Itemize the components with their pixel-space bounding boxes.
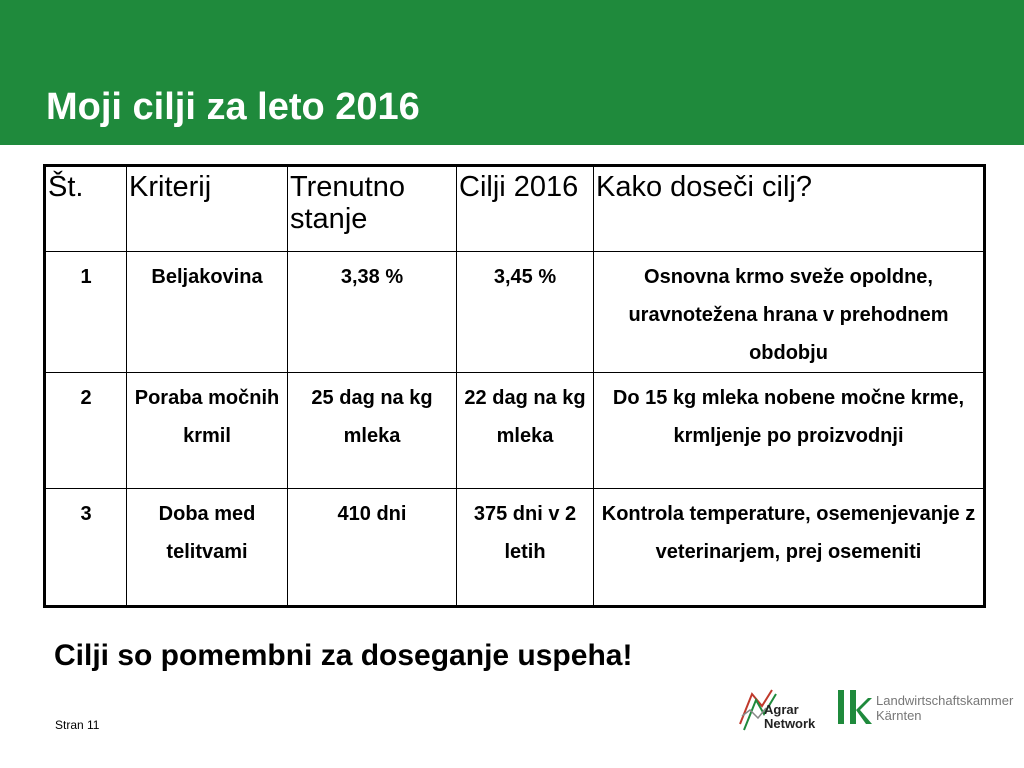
agrar-network-logo	[738, 686, 822, 738]
footer-message: Cilji so pomembni za doseganje uspeha!	[54, 639, 633, 672]
table-row	[45, 373, 985, 489]
slide-title: Moji cilji za leto 2016	[46, 86, 420, 128]
agrar-line2: Network	[764, 716, 816, 731]
lk-line2: Kärnten	[876, 708, 922, 723]
header-target: Cilji 2016	[457, 166, 594, 252]
row-how: Do 15 kg mleka nobene močne krme, krmljenje po proizvodnji	[594, 373, 985, 489]
row-how: Kontrola temperature, osemenjevanje z veterinarjem, prej osemeniti	[594, 489, 985, 607]
row-current: 410 dni	[288, 489, 457, 607]
table-row	[45, 489, 985, 607]
row-criterion: Poraba močnih krmil	[127, 373, 288, 489]
goals-table	[43, 164, 986, 608]
row-criterion: Doba med telitvami	[127, 489, 288, 607]
row-target: 375 dni v 2 letih	[457, 489, 594, 607]
lk-text	[876, 693, 1013, 723]
row-number: 1	[45, 252, 127, 373]
header-current: Trenutno stanje	[288, 166, 457, 252]
lk-mark-icon	[836, 688, 872, 726]
row-target: 3,45 %	[457, 252, 594, 373]
row-current: 3,38 %	[288, 252, 457, 373]
table-row	[45, 252, 985, 373]
header-criterion: Kriterij	[127, 166, 288, 252]
lk-logo	[836, 688, 1014, 728]
row-number: 2	[45, 373, 127, 489]
row-current: 25 dag na kg mleka	[288, 373, 457, 489]
lk-line1: Landwirtschaftskammer	[876, 693, 1014, 708]
row-target: 22 dag na kg mleka	[457, 373, 594, 489]
row-criterion: Beljakovina	[127, 252, 288, 373]
page-number: Stran 11	[55, 718, 100, 732]
row-how: Osnovna krmo sveže opoldne, uravnotežena hrana v prehodnem obdobju	[594, 252, 985, 373]
row-number: 3	[45, 489, 127, 607]
agrar-line1: Agrar	[764, 702, 799, 717]
header-how: Kako doseči cilj?	[594, 166, 985, 252]
table-header-row	[45, 166, 985, 252]
header-number: Št.	[45, 166, 127, 252]
